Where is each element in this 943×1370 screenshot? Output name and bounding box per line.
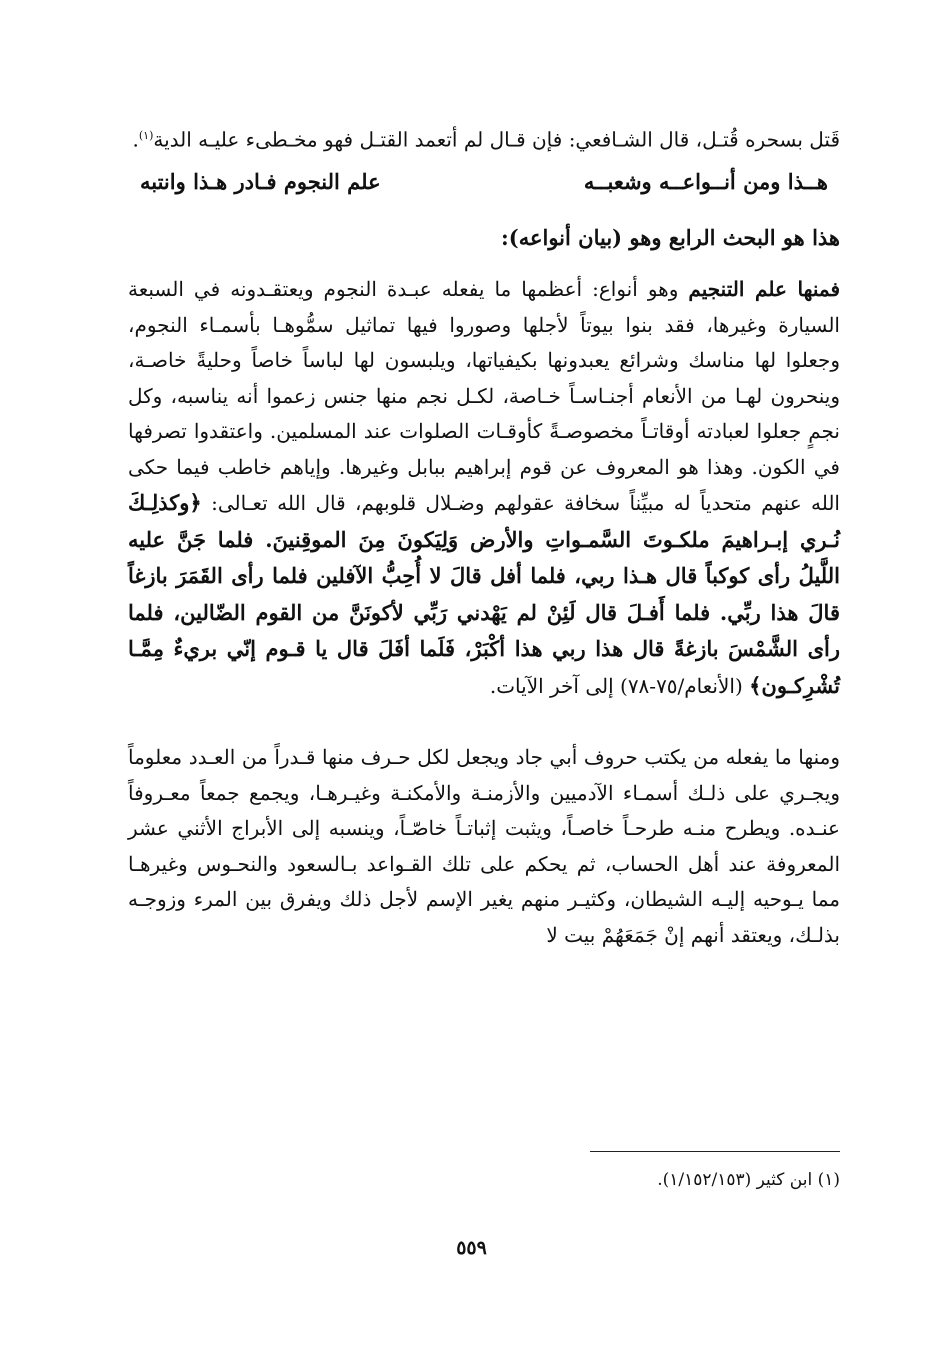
verse-right-hemistich: هــذا ومن أنــواعــه وشعبــه [583,169,828,195]
paragraph-3 [128,740,840,953]
footnote: (١) ابن كثير (١/١٥٢/١٥٣). [657,1170,840,1190]
paragraph-1-end: . [132,127,139,152]
paragraph-3-text: ومنها ما يفعله من يكتب حروف أبي جاد ويجعل لكل حـرف منها قـدراً من العـدد معلوماً ويجـري على ذلـك أسمـاء الآدميين والأزمنـة والأمكنـة وغيـرهـا، ويجمع جمعاً معـروفاً عنـده. ويطرح منـه طرحـاً خاصـاً، ويثبت إثباتـاً خاصّـاً، وينسبه إلى الأبراج الأثني عشر المعروفة عند أهل الحساب، ثم يحكم على تلك القـواعد بـالسعود والنحـوس وغيرهـا مما يـوحيه إليـه الشيطان، وكثيـر منهم يغير الإسم لأجل ذلك ويفرق بين المرء وزوجـه بذلـك، ويعتقد أنهم إنْ جَمَعَهُمْ بيت لا [128,745,841,947]
paragraph-2-lead: فمنها علم التنجيم [688,277,840,302]
quran-quote: ﴿وكذلِـكَ نُـري إبـراهيمَ ملكـوتَ السَّمـواتِ والأرض وَلِيَكونَ مِنَ الموقِنينَ. فلما جَنَّ عليه اللَّيلُ رأى كوكباً قال هـذا ربي، فلما أفل قالَ لا أُحِبُّ الآفلين فلما رأى القَمَرَ بازغاً قالَ هذا ربِّي. فلما أَفـلَ قال لَئِنْ لم يَهْدني رَبِّي لأكونَنَّ من القوم الضّالين، فلما رأى الشَّمْسَ بازغةً قال هذا ربي هذا أكْبَرْ، فَلَما أفَلَ قال يا قـوم إنّي بريءٌ مِمَّـا تُشْرِكـون﴾ [128,490,840,698]
verse-left-hemistich: علم النجوم فـادر هـذا وانتبه [140,169,381,195]
quran-reference: (الأنعام/٧٥-٧٨) [620,673,750,698]
footnote-divider [590,1151,840,1152]
page-body [128,118,840,953]
paragraph-2-tail: إلى آخر الآيات. [489,673,620,698]
poetry-verse [140,162,828,202]
paragraph-2 [128,272,840,704]
paragraph-1 [128,118,840,158]
paragraph-2-text: وهو أنواع: أعظمها ما يفعله عبـدة النجوم ويعتقـدونه في السبعة السيارة وغيرها، فقد بنوا بيوتاً لأجلها وصوروا فيها تماثيل سمُّوهـا بأسمـاء النجوم، وجعلوا لها مناسك وشرائع يعبدونها بكيفياتها، ويلبسون لها لباساً خاصاً وحليةً خاصـة، وينحرون لهـا من الأنعام أجنـاسـاً خـاصة، لكـل نجم منها جنس زعموا أنه يناسبه، وكل نجمٍ جعلوا لعبادته أوقاتـاً مخصوصـةً كأوقـات الصلوات عند المسلمين. واعتقدوا تصرفها في الكون. وهذا هو المعروف عن قوم إبراهيم ببابل وغيرها. وإياهم خاطب فيما حكى الله عنهم متحدياً له مبيِّناً سخافة عقولهم وضـلال قلوبهم، قال الله تعـالى: [128,277,840,516]
footnote-marker: (١) [138,129,154,142]
page-number: ٥٥٩ [456,1237,487,1259]
paragraph-gap [128,704,840,740]
section-heading: هذا هو البحث الرابع وهو (بيان أنواعه): [501,225,840,251]
paragraph-1-text: قَتل بسحره قُتـل، قال الشـافعي: فإن قـال لم أتعمد القتـل فهو مخـطىء عليـه الدية [153,127,840,152]
